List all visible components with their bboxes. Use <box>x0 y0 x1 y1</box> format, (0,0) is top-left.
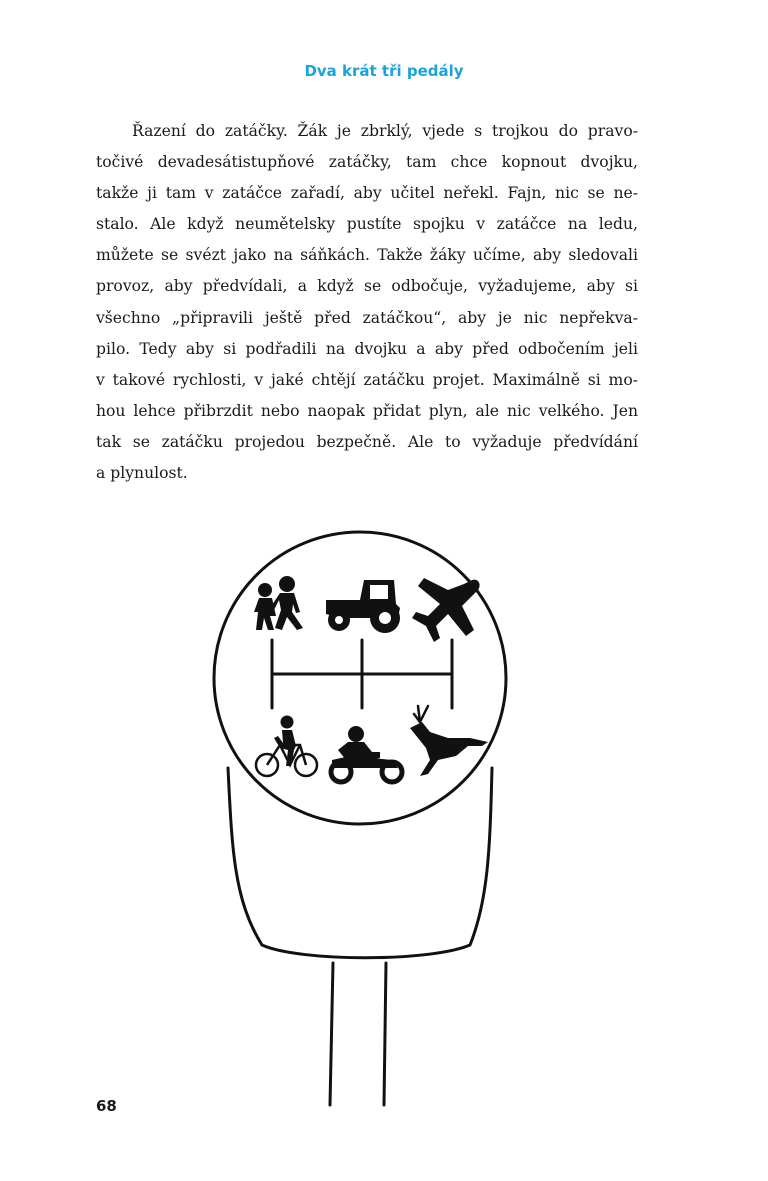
shift-lever-left <box>330 963 333 1105</box>
text-line: hou lehce přibrzdit nebo naopak přidat plyn, ale nic velkého. Jen <box>96 401 638 420</box>
text-line: všechno „připravili ještě před zatáčkou“, aby je nic nepřekva- <box>96 308 638 327</box>
text-line: v takové rychlosti, v jaké chtějí zatáčku projet. Maximálně si mo- <box>96 370 638 389</box>
text-line: provoz, aby předvídali, a když se odbočuje, vyžadujeme, aby si <box>96 277 638 296</box>
gear-knob-illustration <box>190 520 530 1120</box>
running-head: Dva krát tři pedály <box>304 62 464 80</box>
body-paragraph <box>96 116 638 489</box>
text-line: Řazení do zatáčky. Žák je zbrklý, vjede s trojkou do pravo- <box>132 122 638 140</box>
text-line: točivé devadesátistupňové zatáčky, tam chce kopnout dvojku, <box>96 153 638 172</box>
text-line: pilo. Tedy aby si podřadili na dvojku a aby před odbočením jeli <box>96 339 638 358</box>
shift-lever-right <box>384 963 386 1105</box>
text-line: takže ji tam v zatáčce zařadí, aby učitel neřekl. Fajn, nic se ne- <box>96 184 638 203</box>
text-line: tak se zatáčku projedou bezpečně. Ale to vyžaduje předvídání <box>96 432 638 451</box>
text-line: a plynulost. <box>96 464 188 483</box>
text-line: můžete se svézt jako na sáňkách. Takže žáky učíme, aby sledovali <box>96 246 638 265</box>
text-line: stalo. Ale když neumětelsky pustíte spojku v zatáčce na ledu, <box>96 215 638 234</box>
page-number: 68 <box>96 1097 117 1115</box>
knob-top <box>214 532 506 824</box>
